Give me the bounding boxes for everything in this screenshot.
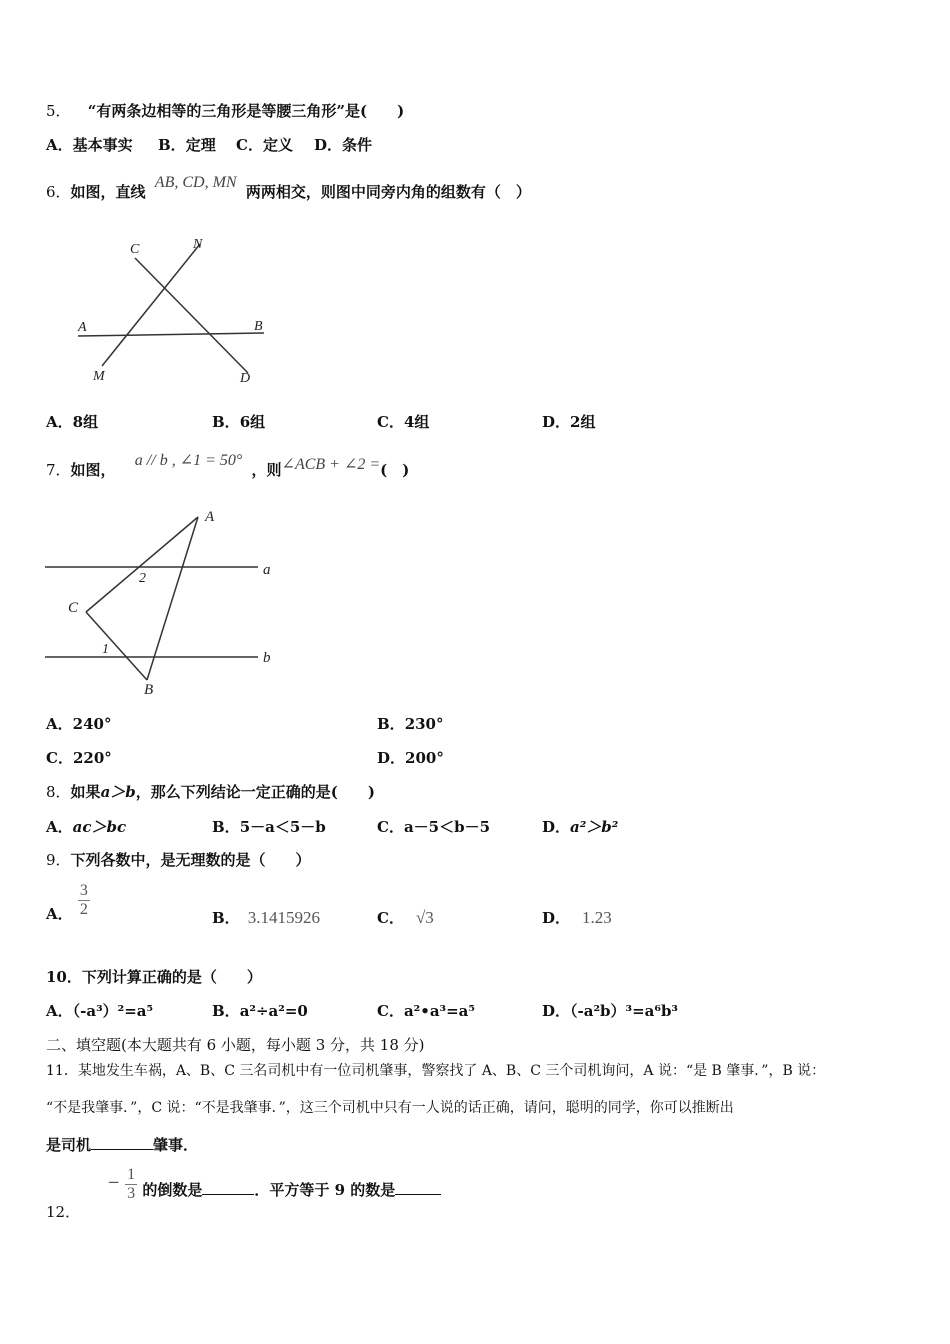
option-key: C． — [377, 1002, 404, 1020]
label-c-vertex: C — [68, 600, 79, 616]
line-mn — [102, 244, 200, 366]
q12-minus-sign: − — [107, 1172, 120, 1191]
q9-stem — [46, 850, 311, 870]
option-text: 3.1415926 — [247, 908, 320, 927]
q8-condition: a＞b — [100, 783, 136, 801]
q5-option-c[interactable] — [236, 135, 293, 155]
q6-stem — [46, 174, 531, 203]
option-text: （-a³）²=a⁵ — [72, 1002, 154, 1020]
option-text: 230° — [404, 715, 444, 733]
q8-prefix: 如果 — [70, 783, 101, 801]
q11-line-1: 11．某地发生车祸，A、B、C 三名司机中有一位司机肇事，警察找了 A、B、C 三个司机询问，A 说：“是 B 肇事．”，B 说： — [46, 1063, 826, 1079]
q10-text: 下列计算正确的是（ ） — [81, 968, 262, 986]
option-text: 2组 — [570, 413, 596, 431]
option-key: B． — [212, 909, 240, 927]
option-text: ac＞bc — [72, 818, 127, 836]
line-ab — [78, 333, 264, 336]
label-line-b: b — [263, 650, 271, 666]
q8-suffix: ，那么下列结论一定正确的是( ) — [135, 783, 375, 801]
q12-expression — [107, 1166, 441, 1203]
q6-suffix: 两两相交，则图中同旁内角的组数有（ ） — [245, 183, 531, 201]
q8-stem — [46, 782, 375, 802]
label-b: B — [254, 319, 263, 334]
label-a: A — [78, 320, 87, 335]
q10-option-d[interactable] — [542, 1001, 678, 1021]
option-key: C． — [377, 818, 404, 836]
option-key: D． — [542, 413, 571, 431]
q7-mid: ，则 — [251, 461, 282, 479]
line-cd — [135, 258, 248, 373]
q6-number: 6． — [46, 183, 71, 201]
option-key: B． — [212, 1002, 240, 1020]
q9-option-c[interactable] — [377, 908, 434, 928]
section-2-title: 二、填空题(本大题共有 6 小题，每小题 3 分，共 18 分) — [46, 1036, 425, 1054]
label-angle-1: 1 — [102, 642, 109, 657]
option-text: 8组 — [72, 413, 99, 431]
q12-answer-blank-2[interactable] — [395, 1180, 441, 1195]
fraction-denominator: 3 — [127, 1185, 136, 1202]
option-key: C． — [236, 136, 263, 154]
option-text: 6组 — [239, 413, 266, 431]
option-key: D． — [542, 818, 571, 836]
option-text: 定理 — [185, 136, 216, 154]
option-key: B． — [377, 715, 405, 733]
q10-number: 10． — [46, 968, 82, 986]
q9-number: 9． — [46, 851, 71, 869]
q7-suffix: ( ) — [380, 461, 410, 479]
q12-text-2: ．平方等于 9 的数是 — [254, 1180, 396, 1199]
q11-line-3-prefix: 是司机 — [46, 1136, 92, 1154]
q12-fraction — [125, 1166, 137, 1203]
q7-math-given: a // b , ∠1 = 50° — [134, 452, 243, 469]
label-line-a: a — [263, 562, 271, 578]
option-key: D． — [542, 1002, 571, 1020]
q11-line-3 — [46, 1135, 198, 1155]
option-key: A． — [46, 136, 73, 154]
option-text: 定义 — [262, 136, 293, 154]
q10-option-b[interactable] — [212, 1001, 308, 1021]
q10-stem — [46, 967, 262, 987]
option-text: 5－a＜5－b — [239, 818, 326, 836]
q6-option-a[interactable] — [46, 412, 98, 432]
q7-option-d[interactable] — [377, 748, 444, 768]
option-key: A． — [46, 413, 73, 431]
segment-ab — [147, 517, 198, 680]
option-text: 240° — [72, 715, 112, 733]
q6-option-b[interactable] — [212, 412, 265, 432]
q11-line-3-suffix: 肇事． — [153, 1136, 199, 1154]
option-text: a²＞b² — [570, 818, 619, 836]
q12-text-1: 的倒数是 — [142, 1180, 203, 1199]
fraction-denominator: 2 — [79, 901, 88, 918]
q9-option-d[interactable] — [542, 908, 612, 928]
q8-option-c[interactable] — [377, 817, 490, 837]
q7-prefix: 如图， — [70, 461, 116, 479]
option-key: C． — [377, 413, 404, 431]
q8-option-a[interactable] — [46, 817, 126, 837]
q6-option-c[interactable] — [377, 412, 429, 432]
label-n: N — [193, 237, 203, 252]
q10-option-c[interactable] — [377, 1001, 475, 1021]
option-key: C． — [377, 909, 404, 927]
q7-option-a[interactable] — [46, 714, 111, 734]
fraction-numerator: 1 — [127, 1166, 136, 1183]
option-text: a²÷a²=0 — [239, 1002, 308, 1020]
label-angle-2: 2 — [139, 571, 146, 586]
option-key: B． — [212, 818, 240, 836]
q7-option-c[interactable] — [46, 748, 112, 768]
q11-answer-blank[interactable] — [91, 1135, 153, 1150]
option-text: （-a²b）³=a⁶b³ — [570, 1002, 679, 1020]
q5-option-b[interactable] — [158, 135, 216, 155]
q12-stem — [46, 1166, 419, 1221]
option-text: a－5＜b－5 — [403, 818, 491, 836]
option-key: A． — [46, 715, 73, 733]
segment-cb — [86, 612, 147, 680]
q6-math: AB, CD, MN — [154, 174, 237, 191]
q8-option-b[interactable] — [212, 817, 326, 837]
q9-text: 下列各数中，是无理数的是（ ） — [70, 851, 311, 869]
q5-option-d[interactable] — [314, 135, 372, 155]
option-key: A． — [46, 1002, 73, 1020]
q6-prefix: 如图，直线 — [70, 183, 146, 201]
option-key: D． — [377, 749, 406, 767]
option-text: 条件 — [342, 136, 373, 154]
option-text: a²•a³=a⁵ — [403, 1002, 475, 1020]
option-key: D． — [314, 136, 343, 154]
q7-number: 7． — [46, 461, 71, 479]
q8-number: 8． — [46, 783, 71, 801]
q12-number: 12． — [46, 1202, 81, 1221]
fraction — [78, 882, 90, 919]
q9-option-a[interactable] — [46, 882, 90, 930]
q8-option-d[interactable] — [542, 817, 618, 837]
option-text: 基本事实 — [72, 136, 133, 154]
q9-option-b[interactable] — [212, 908, 320, 928]
q5-text: “有两条边相等的三角形是等腰三角形”是( ) — [87, 102, 405, 120]
q6-option-d[interactable] — [542, 412, 595, 432]
option-key: A． — [46, 904, 73, 923]
fraction-numerator: 3 — [79, 882, 88, 899]
label-c: C — [130, 242, 140, 257]
option-key: B． — [212, 413, 240, 431]
option-text: 4组 — [403, 413, 430, 431]
option-text: √3 — [415, 908, 434, 927]
option-text: 220° — [72, 749, 112, 767]
q5-option-a[interactable] — [46, 135, 133, 155]
q7-option-b[interactable] — [377, 714, 444, 734]
q7-math-target: ∠ACB + ∠2 = — [281, 456, 381, 473]
q7-figure — [40, 500, 300, 700]
q10-option-a[interactable] — [46, 1001, 153, 1021]
q6-figure — [60, 230, 290, 390]
option-text: 200° — [405, 749, 444, 767]
q5-number: 5． — [46, 102, 71, 120]
q5-stem — [46, 101, 404, 121]
option-key: A． — [46, 818, 73, 836]
label-m: M — [93, 369, 105, 384]
label-b-vertex: B — [144, 682, 154, 698]
q7-stem — [46, 452, 410, 481]
q12-answer-blank-1[interactable] — [202, 1180, 254, 1195]
option-key: B． — [158, 136, 186, 154]
label-d: D — [240, 371, 251, 386]
label-a-vertex: A — [205, 509, 215, 525]
option-key: C． — [46, 749, 73, 767]
segment-ca — [86, 517, 198, 612]
q11-line-2: “不是我肇事．”，C 说：“不是我肇事．”，这三个司机中只有一人说的话正确，请问，聪明的同学，你可以推断出 — [46, 1100, 734, 1116]
option-key: D． — [542, 909, 571, 927]
option-text: 1.23 — [582, 908, 612, 927]
